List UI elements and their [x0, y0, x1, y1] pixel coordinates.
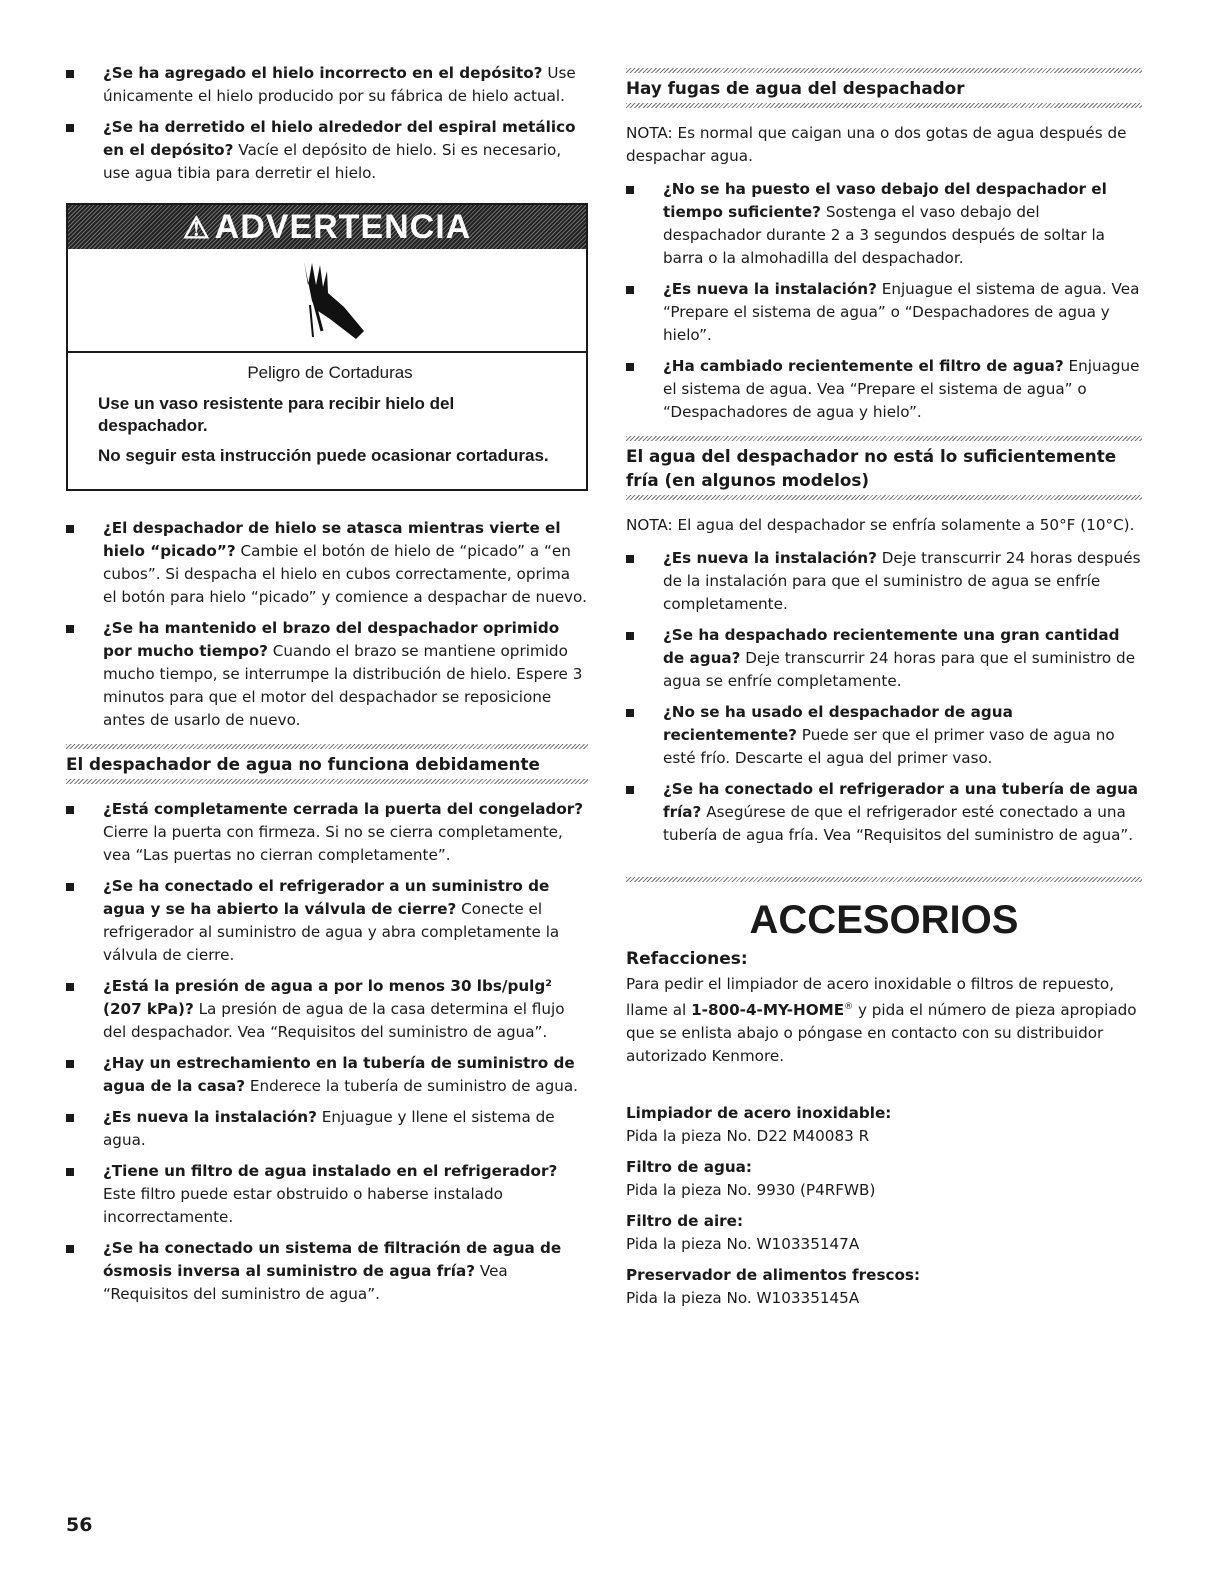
item-answer: Vea “Requisitos del suministro de agua”.: [103, 1262, 508, 1303]
divider: [626, 877, 1142, 882]
list-item: [66, 1160, 588, 1229]
warning-consequence: No seguir esta instrucción puede ocasionar cortaduras.: [98, 446, 549, 465]
item-question: ¿Es nueva la instalación?: [663, 549, 877, 567]
accessories-subtitle: Refacciones:: [626, 949, 748, 969]
list-item: [626, 278, 1142, 347]
section-leak: [626, 68, 1142, 108]
list-item: [626, 778, 1142, 847]
leak-items: [626, 178, 1142, 424]
warning-triangle-icon: ⚠: [182, 212, 211, 245]
item-answer: Cambie el botón de hielo de “picado” a “en cubos”. Si despacha el hielo en cubos correctamente, oprima el botón para hielo “picado” y comience a despachar de nuevo.: [103, 542, 587, 606]
item-answer: Enderece la tubería de suministro de agua.: [245, 1077, 578, 1095]
list-item: [626, 701, 1142, 770]
warning-header: [68, 205, 586, 249]
item-question: ¿Es nueva la instalación?: [103, 1108, 317, 1126]
list-item: [66, 975, 588, 1044]
left-column: [66, 62, 588, 1314]
warning-box: [66, 203, 588, 491]
list-item: [626, 624, 1142, 693]
part-number: Pida la pieza No. D22 M40083 R: [626, 1127, 870, 1146]
accessories-intro: Para pedir el limpiador de acero inoxidable o filtros de repuesto, llame al 1-800-4-MY-HOME® y pida el número de pieza apropiado que se enlista abajo o póngase en contacto con su distribuidor autorizado Kenmore.: [626, 975, 1137, 1066]
part-number: Pida la pieza No. W10335145A: [626, 1289, 860, 1308]
part-label: Preservador de alimentos frescos:: [626, 1266, 921, 1285]
item-question: ¿Se ha conectado el refrigerador a una tubería de agua fría?: [663, 780, 1139, 821]
item-question: ¿Ha cambiado recientemente el filtro de agua?: [663, 357, 1064, 375]
ice-items-mid: [66, 517, 588, 732]
list-item: [626, 547, 1142, 616]
part-number: Pida la pieza No. W10335147A: [626, 1235, 860, 1254]
phone-number: 1-800-4-MY-HOME: [691, 1001, 845, 1020]
item-question: ¿Está la presión de agua a por lo menos 30 lbs/pulg² (207 kPa)?: [103, 977, 552, 1018]
warning-instruction: Use un vaso resistente para recibir hielo del despachador.: [98, 394, 455, 435]
list-item: [66, 116, 588, 185]
item-question: ¿Hay un estrechamiento en la tubería de suministro de agua de la casa?: [103, 1054, 575, 1095]
item-question: ¿Se ha mantenido el brazo del despachador oprimido por mucho tiempo?: [103, 619, 560, 660]
warning-subtitle: Peligro de Cortaduras: [247, 363, 413, 382]
cut-hand-icon: [282, 255, 372, 347]
accessories-title: ACCESORIOS: [749, 898, 1019, 942]
item-answer: Enjuague el sistema de agua. Vea “Prepare el sistema de agua” o “Despachadores de agua y hielo”.: [663, 357, 1140, 421]
list-item: [66, 617, 588, 732]
item-answer: La presión de agua de la casa determina el flujo del despachador. Vea “Requisitos del suministro de agua”.: [103, 1000, 565, 1041]
item-question: ¿Se ha despachado recientemente una gran cantidad de agua?: [663, 626, 1120, 667]
right-column: [626, 68, 1142, 1318]
list-item: [66, 875, 588, 967]
section-title: El despachador de agua no funciona debidamente: [66, 754, 540, 774]
item-question: ¿Está completamente cerrada la puerta del congelador?: [103, 800, 584, 818]
item-question: ¿No se ha puesto el vaso debajo del despachador el tiempo suficiente?: [663, 180, 1107, 221]
section-title: El agua del despachador no está lo suficientemente fría (en algunos modelos): [626, 446, 1117, 490]
item-question: ¿Se ha agregado el hielo incorrecto en el depósito?: [103, 64, 543, 82]
divider: [626, 103, 1142, 108]
item-answer: Conecte el refrigerador al suministro de agua y abra completamente la válvula de cierre.: [103, 900, 560, 964]
list-item: [66, 1237, 588, 1306]
item-answer: Puede ser que el primer vaso de agua no esté frío. Descarte el agua del primer vaso.: [663, 726, 1115, 767]
note-text: NOTA: Es normal que caigan una o dos gotas de agua después de despachar agua.: [626, 124, 1127, 165]
ice-items-top: [66, 62, 588, 185]
divider: [626, 495, 1142, 500]
item-answer: Deje transcurrir 24 horas para que el suministro de agua se enfríe completamente.: [663, 649, 1136, 690]
item-answer: Cierre la puerta con firmeza. Si no se cierra completamente, vea “Las puertas no cierran completamente”.: [103, 823, 563, 864]
item-question: ¿No se ha usado el despachador de agua recientemente?: [663, 703, 1013, 744]
section-cold: [626, 436, 1142, 500]
item-question: ¿El despachador de hielo se atasca mientras vierte el hielo “picado”?: [103, 519, 561, 560]
item-question: ¿Se ha conectado el refrigerador a un suministro de agua y se ha abierto la válvula de cierre?: [103, 877, 550, 918]
warning-title: ⚠ ADVERTENCIA: [183, 205, 471, 251]
item-question: ¿Es nueva la instalación?: [663, 280, 877, 298]
list-item: [66, 1106, 588, 1152]
part-label: Limpiador de acero inoxidable:: [626, 1104, 892, 1123]
warning-icon-row: [68, 249, 586, 353]
list-item: [626, 355, 1142, 424]
note-text: NOTA: El agua del despachador se enfría solamente a 50°F (10°C).: [626, 516, 1135, 534]
list-item: [66, 517, 588, 609]
part-label: Filtro de agua:: [626, 1158, 752, 1177]
item-answer: Este filtro puede estar obstruido o haberse instalado incorrectamente.: [103, 1185, 503, 1226]
section-title: Hay fugas de agua del despachador: [626, 78, 965, 98]
item-question: ¿Tiene un filtro de agua instalado en el refrigerador?: [103, 1162, 558, 1180]
page-number: 56: [66, 1514, 93, 1536]
water-items: [66, 798, 588, 1306]
part-label: Filtro de aire:: [626, 1212, 744, 1231]
divider: [66, 779, 588, 784]
parts-list: [626, 1102, 1142, 1310]
item-answer: Vacíe el depósito de hielo. Si es necesario, use agua tibia para derretir el hielo.: [103, 141, 562, 182]
item-answer: Use únicamente el hielo producido por su fábrica de hielo actual.: [103, 64, 576, 105]
item-question: ¿Se ha derretido el hielo alrededor del espiral metálico en el depósito?: [103, 118, 576, 159]
list-item: [626, 178, 1142, 270]
part-number: Pida la pieza No. 9930 (P4RFWB): [626, 1181, 876, 1200]
section-water-dispenser: [66, 744, 588, 784]
list-item: [66, 1052, 588, 1098]
cold-items: [626, 547, 1142, 847]
item-answer: Enjuague y llene el sistema de agua.: [103, 1108, 555, 1149]
list-item: [66, 62, 588, 108]
warning-body: [68, 353, 586, 489]
list-item: [66, 798, 588, 867]
item-answer: Cuando el brazo se mantiene oprimido mucho tiempo, se interrumpe la distribución de hielo. Espere 3 minutos para que el motor del despachador se reposicione antes de usarlo de nuevo.: [103, 642, 583, 729]
item-answer: Sostenga el vaso debajo del despachador durante 2 a 3 segundos después de soltar la barra o la almohadilla del despachador.: [663, 203, 1105, 267]
item-answer: Deje transcurrir 24 horas después de la instalación para que el suministro de agua se enfríe completamente.: [663, 549, 1141, 613]
item-question: ¿Se ha conectado un sistema de filtración de agua de ósmosis inversa al suministro de agua fría?: [103, 1239, 562, 1280]
item-answer: Enjuague el sistema de agua. Vea “Prepare el sistema de agua” o “Despachadores de agua y hielo”.: [663, 280, 1140, 344]
item-answer: Asegúrese de que el refrigerador esté conectado a una tubería de agua fría. Vea “Requisitos del suministro de agua”.: [663, 803, 1134, 844]
